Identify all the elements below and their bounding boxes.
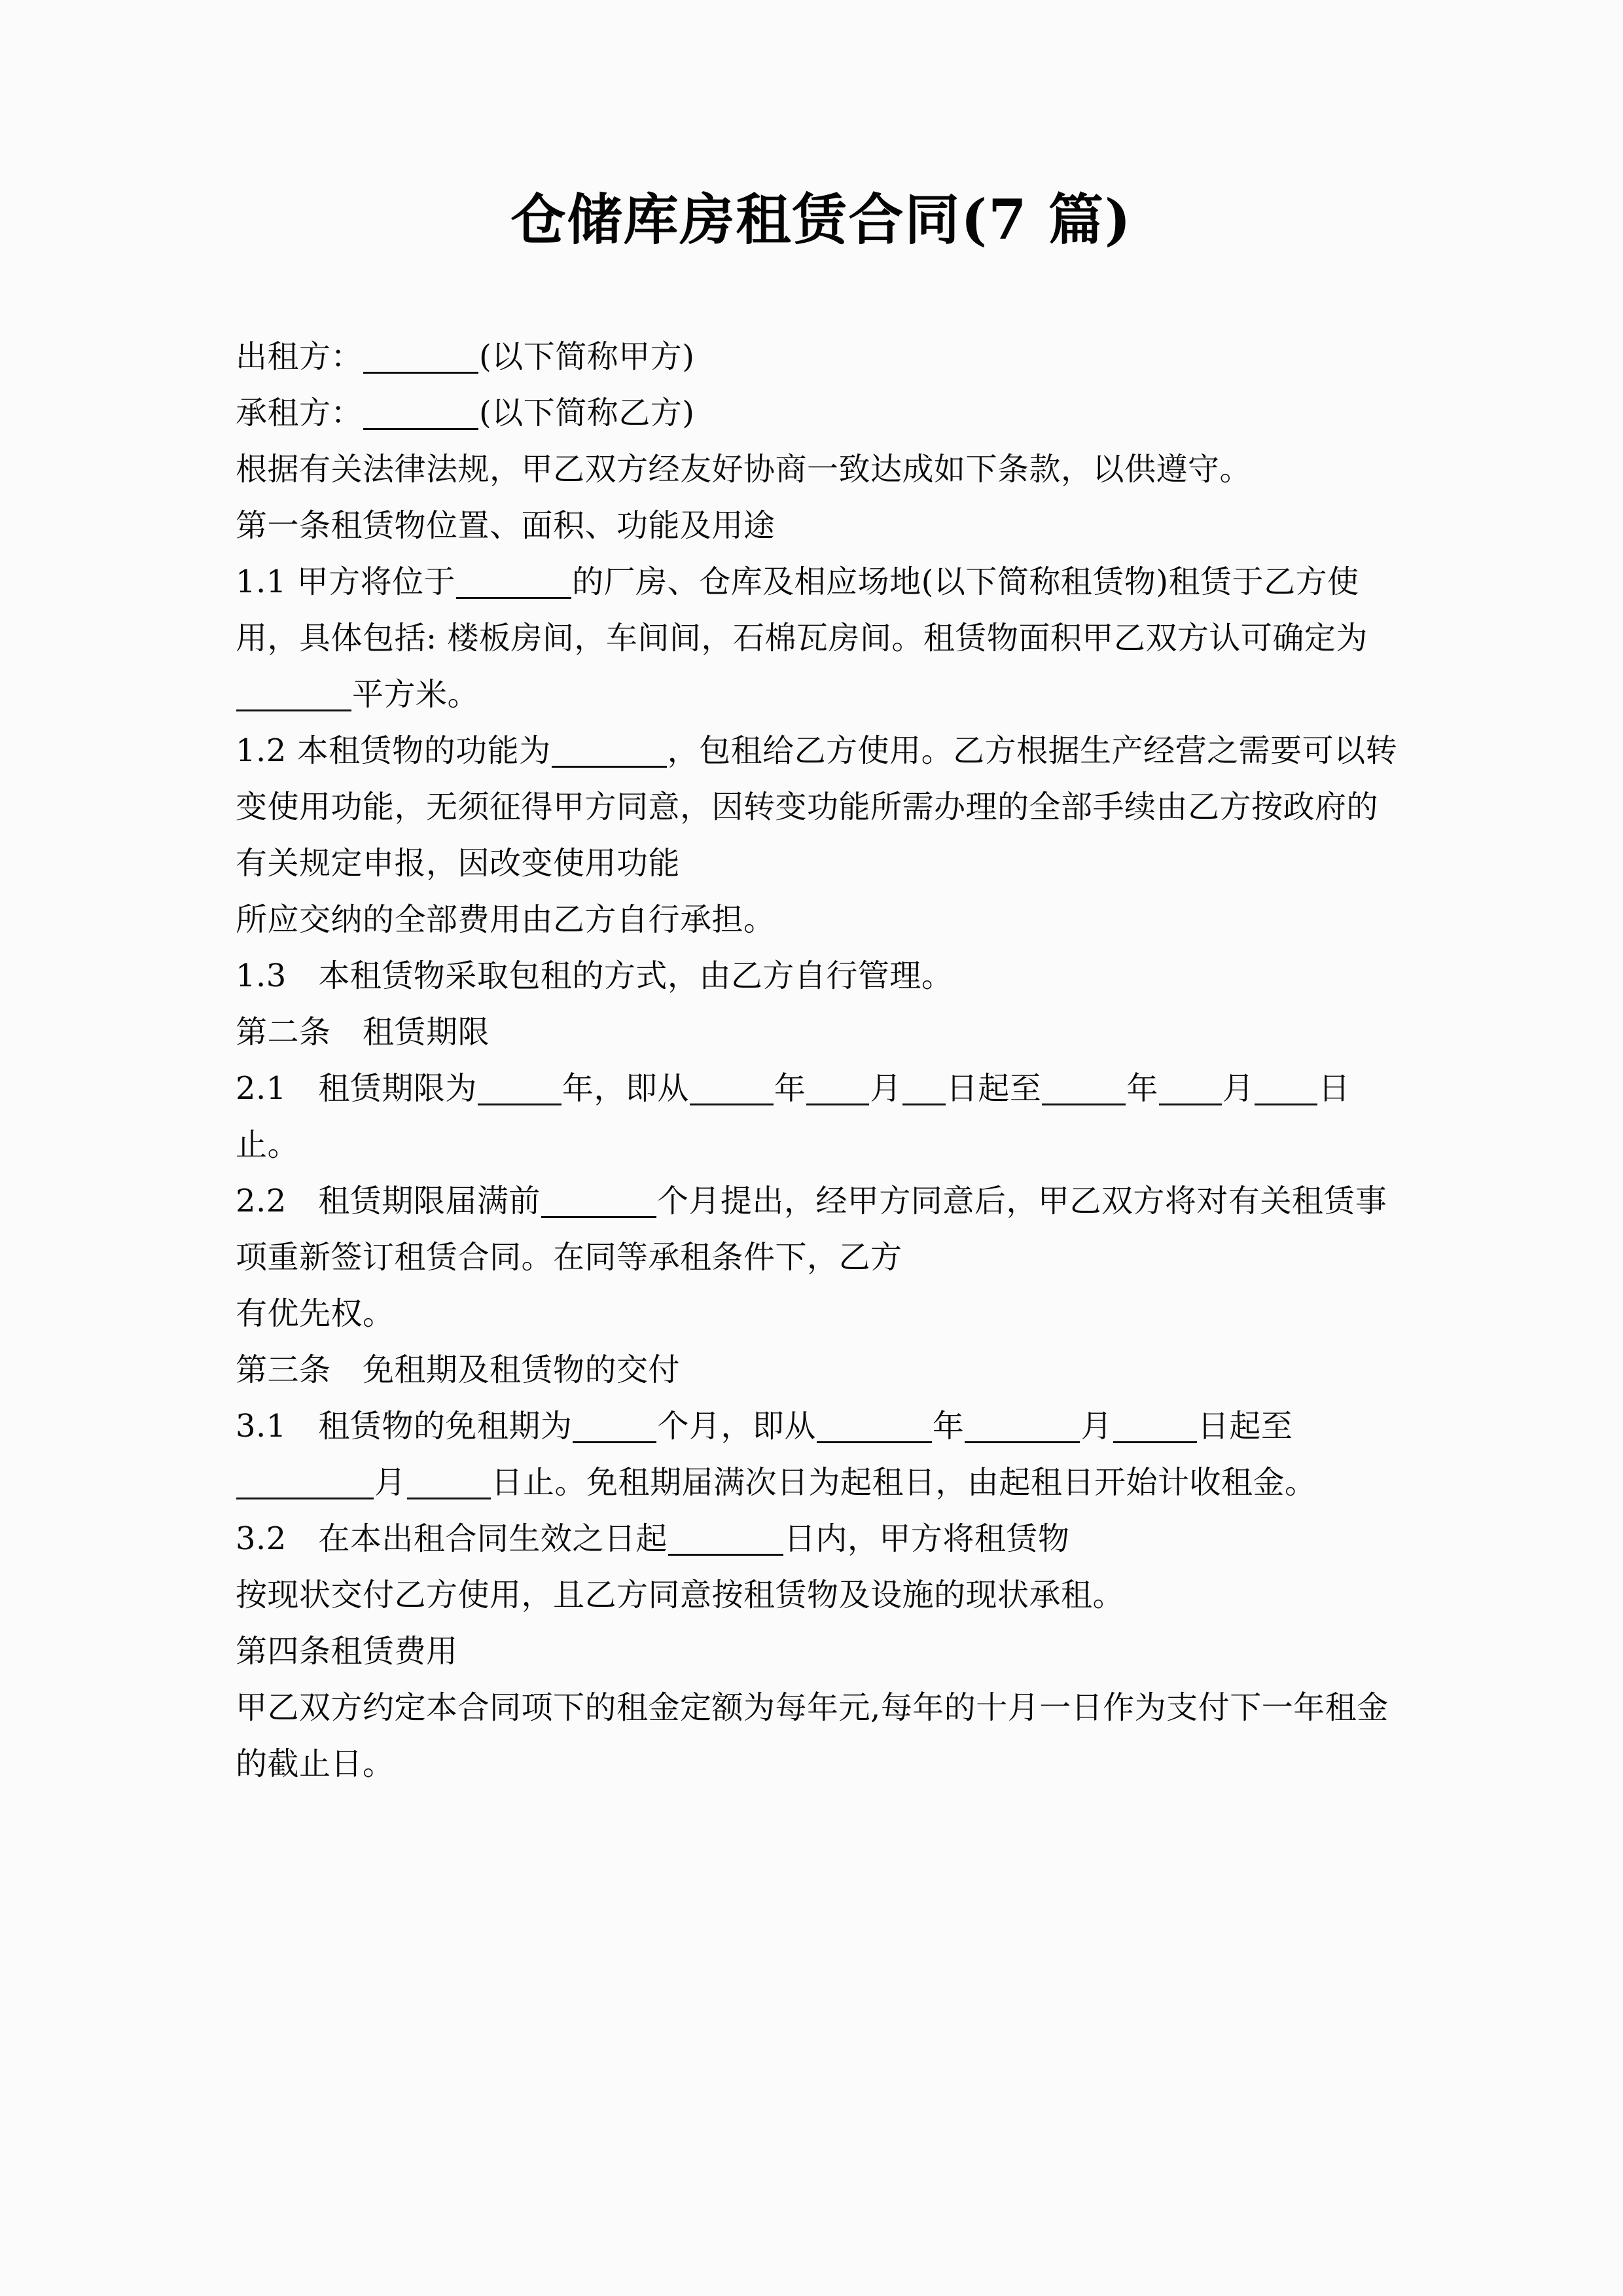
paragraph-text: 个月，即从	[657, 1408, 816, 1445]
paragraph-text: 个月提出，经甲方同意后，甲乙双方将对有关租赁事项重新签订租赁合同。在同等承租条件下，乙方	[236, 1183, 1387, 1276]
paragraph-text: 3.1 租赁物的免租期为	[236, 1408, 573, 1445]
paragraph-text: 2.2 租赁期限届满前	[236, 1183, 541, 1220]
fill-in-blank[interactable]	[236, 679, 351, 711]
paragraph-text: 第二条 租赁期限	[236, 1014, 490, 1051]
fill-in-blank[interactable]	[1113, 1411, 1197, 1443]
fill-in-blank[interactable]	[817, 1411, 932, 1443]
paragraph-text: 承租方：	[236, 395, 363, 432]
fill-in-blank[interactable]	[478, 1073, 562, 1105]
paragraph-text: 年，即从	[562, 1070, 689, 1107]
fill-in-blank[interactable]	[236, 1467, 374, 1499]
paragraph-preamble	[236, 441, 1407, 497]
paragraph-clause-3-2	[236, 1511, 1407, 1567]
paragraph-text: 根据有关法律法规，甲乙双方经友好协商一致达成如下条款，以供遵守。	[236, 451, 1252, 488]
paragraph-article2-heading	[236, 1004, 1407, 1060]
paragraph-text: 第三条 免租期及租赁物的交付	[236, 1352, 681, 1389]
paragraph-clause-2-2	[236, 1173, 1407, 1285]
fill-in-blank[interactable]	[1255, 1073, 1317, 1105]
paragraph-text: 第一条租赁物位置、面积、功能及用途	[236, 507, 776, 545]
paragraph-text: 日内，甲方将租赁物	[783, 1520, 1070, 1558]
paragraph-clause-3-2-cont	[236, 1567, 1407, 1623]
paragraph-clause-3-1	[236, 1398, 1407, 1511]
paragraph-text: 月	[870, 1070, 902, 1107]
fill-in-blank[interactable]	[363, 342, 478, 374]
fill-in-blank[interactable]	[552, 736, 667, 768]
paragraph-article4-heading	[236, 1623, 1407, 1679]
paragraph-clause-1-1	[236, 554, 1407, 723]
paragraph-text: 月	[374, 1464, 406, 1501]
paragraph-text: 1.2 本租赁物的功能为	[236, 732, 551, 770]
fill-in-blank[interactable]	[407, 1467, 491, 1499]
paragraph-text: 有优先权。	[236, 1295, 395, 1333]
fill-in-blank[interactable]	[456, 567, 571, 599]
fill-in-blank[interactable]	[1042, 1073, 1126, 1105]
paragraph-text: 甲乙双方约定本合同项下的租金定额为每年元,每年的十月一日作为支付下一年租金的截止日。	[236, 1689, 1389, 1783]
paragraph-text: 月	[1080, 1408, 1113, 1445]
paragraph-text: 日止。免租期届满次日为起租日，由起租日开始计收租金。	[491, 1464, 1317, 1501]
paragraph-clause-4-1	[236, 1679, 1407, 1792]
paragraph-text: 的厂房、仓库及相应场地(以下简称租赁物)租赁于乙方使用，具体包括: 楼板房间，车间间，石棉瓦房间。租赁物面积甲乙双方认可确定为	[236, 564, 1368, 657]
paragraph-text: 2.1 租赁期限为	[236, 1070, 477, 1107]
document-body	[236, 329, 1407, 1792]
fill-in-blank[interactable]	[541, 1186, 656, 1218]
paragraph-text: 平方米。	[352, 676, 480, 713]
paragraph-clause-1-2-cont	[236, 891, 1407, 948]
paragraph-article1-heading	[236, 497, 1407, 554]
paragraph-text: 1.1 甲方将位于	[236, 564, 456, 601]
paragraph-text: 日起至	[946, 1070, 1042, 1107]
paragraph-text: 年	[932, 1408, 965, 1445]
page-title: 仓储库房租赁合同(7 篇)	[510, 187, 1132, 252]
paragraph-clause-1-3	[236, 948, 1407, 1004]
fill-in-blank[interactable]	[363, 398, 478, 430]
paragraph-text: 日止。	[236, 1070, 1350, 1164]
paragraph-text: 1.3 本租赁物采取包租的方式，由乙方自行管理。	[236, 958, 954, 995]
paragraph-text: 年	[1126, 1070, 1158, 1107]
paragraph-text: 日起至	[1197, 1408, 1293, 1445]
paragraph-text: 第四条租赁费用	[236, 1633, 458, 1670]
paragraph-text: 3.2 在本出租合同生效之日起	[236, 1520, 668, 1558]
fill-in-blank[interactable]	[690, 1073, 774, 1105]
fill-in-blank[interactable]	[965, 1411, 1080, 1443]
fill-in-blank[interactable]	[1159, 1073, 1222, 1105]
paragraph-text: 出租方：	[236, 338, 363, 376]
paragraph-text: 年	[774, 1070, 806, 1107]
paragraph-clause-1-2	[236, 723, 1407, 891]
paragraph-clause-2-2-cont	[236, 1285, 1407, 1342]
paragraph-text: (以下简称甲方)	[479, 338, 695, 376]
fill-in-blank[interactable]	[806, 1073, 869, 1105]
fill-in-blank[interactable]	[573, 1411, 656, 1443]
paragraph-text: (以下简称乙方)	[479, 395, 695, 432]
paragraph-text: ，包租给乙方使用。乙方根据生产经营之需要可以转变使用功能，无须征得甲方同意，因转变功能所需办理的全部手续由乙方按政府的有关规定申报，因改变使用功能	[236, 732, 1398, 882]
paragraph-lessor	[236, 329, 1407, 385]
fill-in-blank[interactable]	[668, 1524, 783, 1556]
paragraph-article3-heading	[236, 1342, 1407, 1398]
fill-in-blank[interactable]	[902, 1073, 946, 1105]
paragraph-text: 按现状交付乙方使用，且乙方同意按租赁物及设施的现状承租。	[236, 1577, 1125, 1614]
paragraph-clause-2-1	[236, 1060, 1407, 1173]
paragraph-text: 月	[1222, 1070, 1255, 1107]
paragraph-lessee	[236, 385, 1407, 441]
paragraph-text: 所应交纳的全部费用由乙方自行承担。	[236, 901, 776, 939]
